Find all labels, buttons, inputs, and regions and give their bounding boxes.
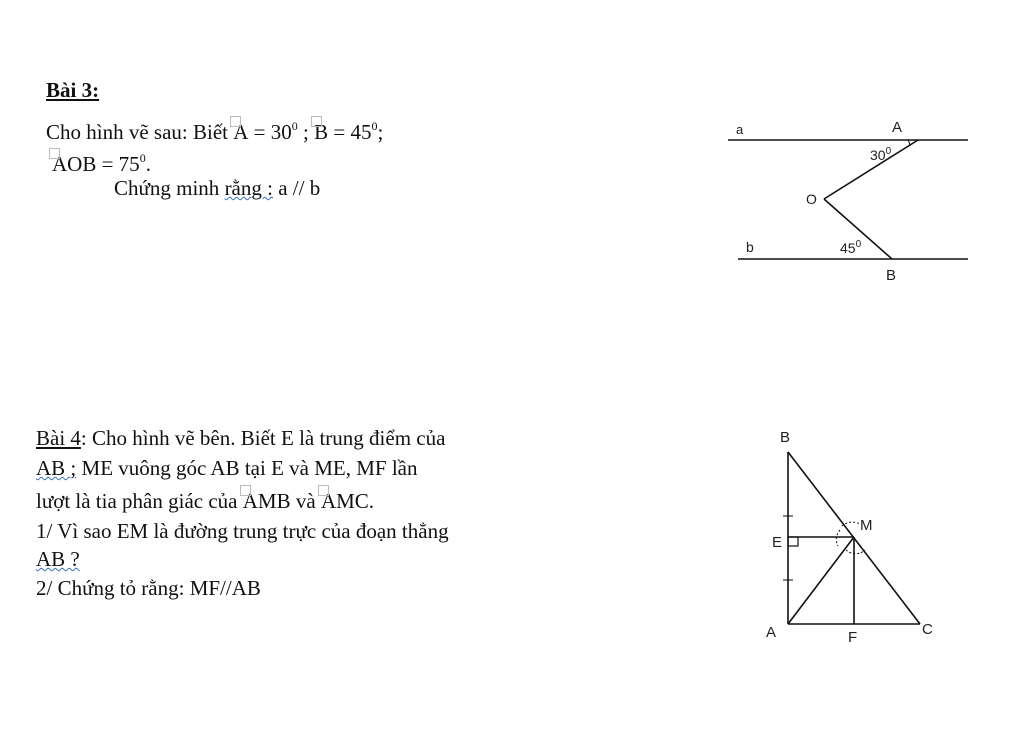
label-point-b: B	[780, 429, 791, 446]
angle-45-value: 45	[840, 240, 856, 256]
bai3-title: Bài 3:	[46, 78, 100, 102]
angle-aob-symbol: AOB	[52, 152, 97, 176]
label-line-b: b	[746, 239, 754, 255]
bai4-question2: 2/ Chứng tỏ rằng: MF//AB	[36, 576, 261, 600]
bai4-line2-rest: ME vuông góc AB tại E và ME, MF lần	[76, 456, 418, 480]
prove-rest: a // b	[272, 176, 321, 200]
bai4-ab-ref: AB ;	[36, 456, 77, 480]
label-point-o: O	[806, 191, 817, 207]
label-point-b: B	[886, 267, 897, 284]
label-point-a: A	[892, 119, 903, 136]
angle-b-value: = 45	[328, 120, 372, 144]
bai4-line1	[36, 426, 445, 450]
bai4-line3-prefix: lượt là tia phân giác của	[36, 489, 243, 513]
label-line-a: a	[736, 122, 744, 137]
label-point-f: F	[848, 629, 858, 646]
prove-word: rằng :	[224, 176, 273, 200]
degree-sup: 0	[139, 151, 146, 165]
angle-b-symbol: B	[314, 120, 329, 144]
label-point-e: E	[772, 534, 783, 551]
bai3-given-text: Cho hình vẽ sau: Biết	[46, 120, 234, 144]
bai4-figure	[750, 420, 1010, 660]
period: .	[145, 152, 151, 176]
bai4-question1: 1/ Vì sao EM là đường trung trực của đoạn thẳng	[36, 519, 449, 543]
label-point-a: A	[766, 624, 777, 641]
prove-prefix: Chứng minh	[114, 176, 225, 200]
line-end: ;	[377, 120, 384, 144]
angle-30-sup: 0	[885, 146, 892, 157]
bai4-line1-rest: : Cho hình vẽ bên. Biết E là trung điểm của	[80, 426, 446, 450]
angle-amb-symbol: AMB	[242, 489, 291, 513]
label-point-c: C	[922, 621, 933, 638]
label-point-m: M	[860, 517, 873, 534]
bai4-line2	[36, 456, 418, 480]
bai3-prove	[114, 176, 320, 200]
right-angle-mark	[788, 537, 798, 546]
bai4-title: Bài 4	[36, 426, 81, 450]
angle-45-sup: 0	[855, 239, 862, 250]
separator: ;	[297, 120, 315, 144]
degree-sup: 0	[371, 119, 378, 133]
segment-ob	[824, 199, 892, 259]
bai4-line3-end: .	[368, 489, 375, 513]
bai4-question1-tail: AB ?	[36, 547, 80, 571]
bai3-line2	[52, 146, 151, 176]
angle-arc-left	[836, 530, 840, 546]
bai4-line3-mid: và	[290, 489, 321, 513]
angle-a-value: = 30	[248, 120, 292, 144]
segment-am	[788, 537, 854, 624]
label-angle-30	[870, 146, 892, 163]
angle-amc-symbol: AMC	[320, 489, 369, 513]
angle-aob-value: = 75	[96, 152, 140, 176]
degree-sup: 0	[291, 119, 298, 133]
angle-a-symbol: A	[233, 120, 249, 144]
bai3-line1	[46, 114, 383, 144]
bai4-line3	[36, 489, 374, 513]
label-angle-45	[840, 239, 862, 256]
angle-30-value: 30	[870, 147, 886, 163]
angle-arc-right	[846, 550, 865, 554]
bai3-figure	[720, 110, 980, 290]
